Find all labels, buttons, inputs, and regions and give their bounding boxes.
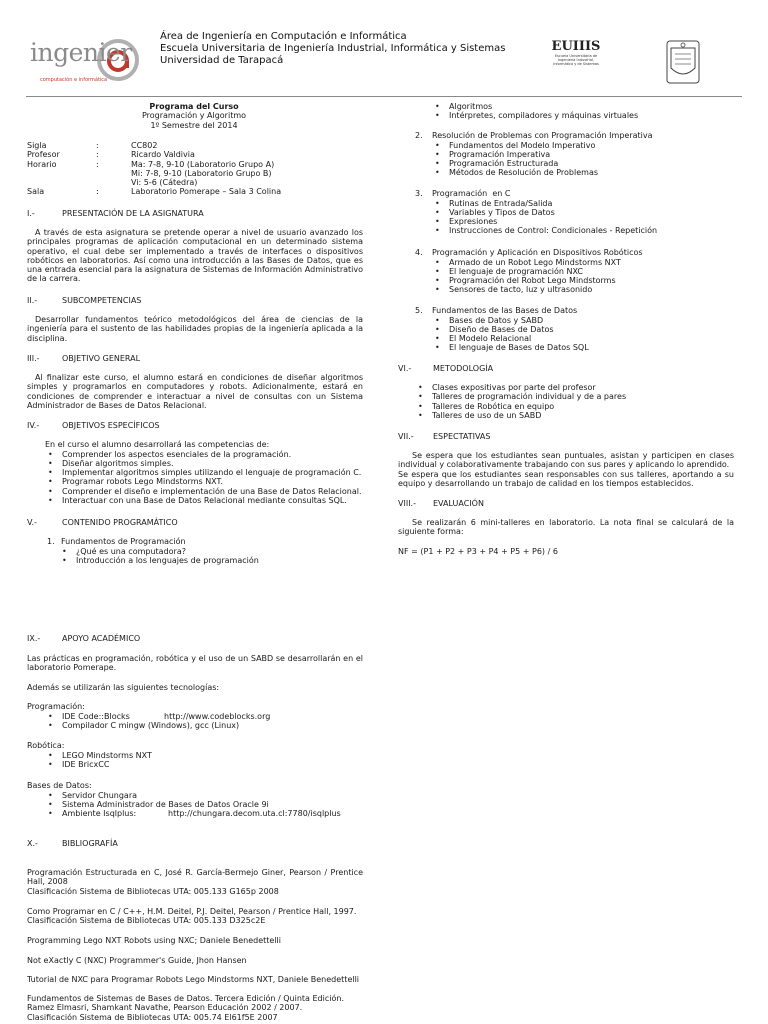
section-title: PRESENTACIÓN DE LA ASIGNATURA <box>62 209 204 218</box>
unit-title: Fundamentos de las Bases de Datos <box>432 306 578 315</box>
info-sep: : <box>96 141 99 150</box>
section-6-heading <box>398 364 494 373</box>
info-value: CC802 <box>131 141 158 150</box>
section-9-heading <box>27 634 141 643</box>
info-sep: : <box>96 150 99 160</box>
list-item: • Métodos de Resolución de Problemas <box>449 168 739 177</box>
ref-line: Ramez Elmasri, Shamkant Navathe, Pearson Educación 2002 / 2007. <box>27 1003 303 1013</box>
list-item: • Programación Estructurada <box>449 159 739 168</box>
unit-number: 4. <box>415 248 423 257</box>
list-item: • El lenguaje de programación NXC <box>449 267 739 276</box>
list-item: • Variables y Tipos de Datos <box>449 208 739 217</box>
grade-formula: NF = (P1 + P2 + P3 + P4 + P5 + P6) / 6 <box>398 547 558 556</box>
section-number: VII.- <box>398 432 414 441</box>
section-title: BIBLIOGRAFÍA <box>62 839 118 848</box>
list-item: • Rutinas de Entrada/Salida <box>449 199 739 208</box>
unit-5-topics <box>449 316 739 353</box>
info-value: Laboratorio Pomerape – Sala 3 Colina <box>131 187 282 197</box>
info-label: Profesor <box>27 150 60 160</box>
info-value: Vi: 5-6 (Cátedra) <box>131 178 198 188</box>
list-item: • Interactuar con una Base de Datos Relacional mediante consultas SQL. <box>62 496 362 505</box>
section-number: II.- <box>27 296 38 305</box>
info-value: Ma: 7-8, 9-10 (Laboratorio Grupo A) <box>131 159 275 169</box>
unit-2-topics <box>449 141 739 178</box>
list-item: • Clases expositivas por parte del profesor <box>432 383 732 392</box>
list-item: • Programación del Robot Lego Mindstorms <box>449 276 739 285</box>
section-title: OBJETIVO GENERAL <box>62 354 141 363</box>
ref-line: Programación Estructurada en C, José R. García-Bermejo Giner, Pearson / Prentice Hall, 2008 <box>27 868 363 887</box>
section-title: OBJETIVOS ESPECÍFICOS <box>62 421 160 430</box>
ref-line: Fundamentos de Sistemas de Bases de Datos. Tercera Edición / Quinta Edición. <box>27 994 344 1003</box>
info-row-horario <box>27 160 363 188</box>
info-row-profesor <box>27 150 363 159</box>
unit-title: Resolución de Problemas con Programación Imperativa <box>432 131 653 140</box>
section-number: IX.- <box>27 634 41 643</box>
course-info-table <box>27 141 363 197</box>
section-3-heading <box>27 354 141 363</box>
list-item: • Talleres de programación individual y de a pares <box>432 392 732 401</box>
section-8-heading <box>398 499 484 508</box>
list-item: • Intérpretes, compiladores y máquinas virtuales <box>449 111 739 120</box>
list-item: • El lenguaje de Bases de Datos SQL <box>449 343 739 352</box>
content-unit-1 <box>47 537 367 546</box>
methodology-list <box>432 383 732 420</box>
unit-1-topics <box>76 547 366 566</box>
header-line-1: Área de Ingeniería en Computación e Informática <box>160 31 407 42</box>
section-2-text: Desarrollar fundamentos teórico metodológicos del área de ciencias de la ingeniería para el sustento de las habilidades propias de la ingeniería aplicada a la disciplina. <box>27 315 363 343</box>
section-number: III.- <box>27 354 40 363</box>
header-divider <box>26 96 742 97</box>
section-4-heading <box>27 421 160 430</box>
info-row-sigla <box>27 141 363 150</box>
specific-objectives-list <box>62 450 362 506</box>
isqlplus-link[interactable]: http://chungara.decom.uta.cl:7780/isqlplus <box>168 809 341 819</box>
section-1-text: A través de esta asignatura se pretende operar a nivel de usuario avanzado los principales programas de aplicación computacional en un determinado sistema operativo, el cual debe ser implementado a través de interfaces o dispositivos robóticos en laboratorios. Así como una introducción a las Bases de Datos, que es una entrada esencial para la asignatura de Sistemas de Información Administrativo de la carrera. <box>27 228 363 284</box>
list-item: • Diseño de Bases de Datos <box>449 325 739 334</box>
info-value: Ricardo Valdivia <box>131 150 195 160</box>
list-item: • Fundamentos del Modelo Imperativo <box>449 141 739 150</box>
tech-group-label: Bases de Datos: <box>27 781 92 790</box>
bibliography-ref-1 <box>27 868 363 896</box>
unit-title: Programación en C <box>432 189 511 198</box>
institution-header <box>160 31 505 67</box>
list-item: • Talleres de uso de un SABD <box>432 411 732 420</box>
list-item: • Diseñar algoritmos simples. <box>62 459 362 468</box>
info-label: Sala <box>27 187 45 197</box>
list-item: • Bases de Datos y SABD <box>449 316 739 325</box>
section-9-text-2: Además se utilizarán las siguientes tecnologías: <box>27 683 220 692</box>
section-3-text: Al finalizar este curso, el alumno estará en condiciones de diseñar algoritmos simples y programarlos en computadores y robots. Adicionalmente, estará en condiciones de comprender e interactuar a nivel de consultas con un Sistema Administrador de Bases de Datos Relacional. <box>27 373 363 410</box>
list-item: • Sensores de tacto, luz y ultrasonido <box>449 285 739 294</box>
unit-1-topics-continued <box>449 102 739 121</box>
ref-line: Clasificación Sistema de Bibliotecas UTA: 005.133 G165p 2008 <box>27 886 279 896</box>
section-9-text: Las prácticas en programación, robótica y el uso de un SABD se desarrollarán en el laboratorio Pomerape. <box>27 654 363 673</box>
unit-title: Fundamentos de Programación <box>61 537 186 546</box>
section-10-heading <box>27 839 118 848</box>
list-item: • Compilador C mingw (Windows), gcc (Linux) <box>62 721 362 730</box>
info-sep: : <box>96 187 99 197</box>
tech-group-label: Robótica: <box>27 741 65 750</box>
euiiis-logo-subtitle: Escuela Universitaria de Ingeniería Industrial, Informática y de Sistemas <box>553 54 599 66</box>
section-1-heading <box>27 209 204 218</box>
list-item: • Talleres de Robótica en equipo <box>432 402 732 411</box>
logo-subtitle: computación e informática <box>40 77 108 83</box>
course-name: Programación y Algoritmo <box>141 111 247 121</box>
unit-title: Programación y Aplicación en Dispositivos Robóticos <box>432 248 643 257</box>
ref-line: Como Programar en C / C++, H.M. Deitel, P.J. Deitel, Pearson / Prentice Hall, 1997. <box>27 907 357 916</box>
list-item: • Implementar algoritmos simples utilizando el lenguaje de programación C. <box>62 468 362 477</box>
info-value: Mi: 7-8, 9-10 (Laboratorio Grupo B) <box>131 168 272 178</box>
content-unit-3 <box>415 189 745 198</box>
course-title-block <box>26 102 362 130</box>
euiiis-logo <box>551 40 601 76</box>
unit-number: 5. <box>415 306 423 315</box>
unit-number: 1. <box>47 537 55 546</box>
content-unit-5 <box>415 306 745 315</box>
bibliography-ref-6 <box>27 994 363 1022</box>
section-number: X.- <box>27 839 38 848</box>
section-7-heading <box>398 432 491 441</box>
list-item <box>62 809 362 818</box>
list-item: • Programación Imperativa <box>449 150 739 159</box>
unit-4-topics <box>449 258 739 295</box>
bibliography-ref-2 <box>27 907 363 926</box>
course-semester: 1º Semestre del 2014 <box>150 120 238 130</box>
content-unit-4 <box>415 248 745 257</box>
ref-line: Clasificación Sistema de Bibliotecas UTA: 005.133 D325c2E <box>27 916 266 926</box>
tech-programming-list <box>62 712 362 731</box>
list-item <box>62 712 362 721</box>
list-item: • Comprender los aspectos esenciales de la programación. <box>62 450 362 459</box>
section-number: I.- <box>27 209 35 218</box>
section-number: VIII.- <box>398 499 416 508</box>
section-number: V.- <box>27 518 37 527</box>
list-item: • El Modelo Relacional <box>449 334 739 343</box>
info-label: Horario <box>27 159 57 169</box>
tech-name: Ambiente Isqlplus: <box>62 809 137 819</box>
section-title: ESPECTATIVAS <box>433 432 491 441</box>
unit-number: 3. <box>415 189 423 198</box>
unit-number: 2. <box>415 131 423 140</box>
tech-name: IDE Code::Blocks <box>62 711 130 721</box>
list-item: • Instrucciones de Control: Condicionales - Repetición <box>449 226 739 235</box>
section-7-text-1: Se espera que los estudiantes sean puntuales, asistan y participen en clases individual y colaborativamente trabajando con sus pares y aplicando lo aprendido. <box>398 451 734 470</box>
section-title: CONTENIDO PROGRAMÁTICO <box>62 518 178 527</box>
logo-word: ingenier <box>30 38 132 67</box>
content-unit-2 <box>415 131 745 140</box>
list-item: • Algoritmos <box>449 102 739 111</box>
codeblocks-link[interactable]: http://www.codeblocks.org <box>164 711 271 721</box>
course-heading: Programa del Curso <box>149 102 239 111</box>
tech-group-label: Programación: <box>27 702 85 711</box>
list-item: • Armado de un Robot Lego Mindstorms NXT <box>449 258 739 267</box>
euiiis-logo-text: EUIIIS <box>551 39 601 54</box>
section-title: METODOLOGÍA <box>433 364 494 373</box>
section-4-intro: En el curso el alumno desarrollará las competencias de: <box>45 440 270 449</box>
ref-line: Clasificación Sistema de Bibliotecas UTA: 005.74 El61f5E 2007 <box>27 1012 278 1022</box>
tech-robotics-list <box>62 751 362 770</box>
section-7-text-2: Se espera que los estudiantes sean responsables con sus talleres, aportando a su equipo y desarrollando un trabajo de calidad en los tiempos establecidos. <box>398 469 734 488</box>
list-item: • Comprender el diseño e implementación de una Base de Datos Relacional. <box>62 487 362 496</box>
section-title: APOYO ACADÉMICO <box>62 634 141 643</box>
section-2-heading <box>27 296 142 305</box>
ingeniera-logo <box>30 38 142 84</box>
section-8-text: Se realizarán 6 mini-talleres en laboratorio. La nota final se calculará de la siguiente forma: <box>398 518 734 537</box>
list-item: • Introducción a los lenguajes de programación <box>76 556 366 565</box>
header-line-2: Escuela Universitaria de Ingeniería Industrial, Informática y Sistemas <box>160 43 506 54</box>
bibliography-ref-4: Not eXactly C (NXC) Programmer's Guide, Jhon Hansen <box>27 956 247 965</box>
info-row-sala <box>27 187 363 196</box>
info-sep: : <box>96 159 99 169</box>
bibliography-ref-5: Tutorial de NXC para Programar Robots Lego Mindstorms NXT, Daniele Benedettelli <box>27 975 360 984</box>
list-item: • Expresiones <box>449 217 739 226</box>
section-5-heading <box>27 518 178 527</box>
info-label: Sigla <box>27 141 47 150</box>
unit-3-topics <box>449 199 739 236</box>
header-line-3: Universidad de Tarapacá <box>160 55 284 66</box>
list-item: • IDE BricxCC <box>62 760 362 769</box>
university-seal-icon <box>666 40 700 86</box>
section-title: EVALUACIÓN <box>433 499 484 508</box>
list-item: • Servidor Chungara <box>62 791 362 800</box>
list-item: • Sistema Administrador de Bases de Datos Oracle 9i <box>62 800 362 809</box>
tech-database-list <box>62 791 362 819</box>
section-number: IV.- <box>27 421 40 430</box>
list-item: • Programar robots Lego Mindstorms NXT. <box>62 477 362 486</box>
list-item: • ¿Qué es una computadora? <box>76 547 366 556</box>
bibliography-ref-3: Programming Lego NXT Robots using NXC; Daniele Benedettelli <box>27 936 281 945</box>
section-title: SUBCOMPETENCIAS <box>62 296 142 305</box>
section-number: VI.- <box>398 364 412 373</box>
list-item: • LEGO Mindstorms NXT <box>62 751 362 760</box>
